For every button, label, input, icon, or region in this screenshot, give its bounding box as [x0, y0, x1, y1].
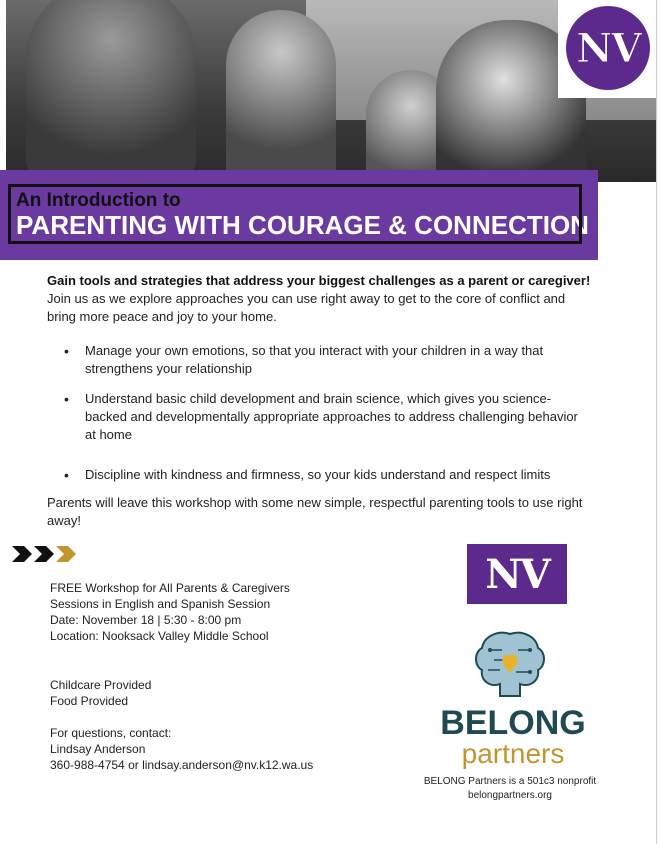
info-line: FREE Workshop for All Parents & Caregivers	[50, 581, 290, 595]
benefits-list	[62, 342, 582, 484]
nv-logo-corner	[558, 0, 656, 98]
intro-bold: Gain tools and strategies that address your biggest challenges as a parent or caregiver!	[47, 273, 591, 288]
info-line: Sessions in English and Spanish Session	[50, 597, 271, 611]
banner-title: PARENTING WITH COURAGE & CONNECTION	[16, 210, 589, 240]
info-line: Lindsay Anderson	[50, 742, 146, 756]
photo-boy	[226, 10, 336, 180]
nv-logo-text: NV	[576, 24, 640, 72]
info-line: For questions, contact:	[50, 726, 172, 740]
chevron-arrows-icon	[12, 544, 78, 564]
info-line: Date: November 18 | 5:30 - 8:00 pm	[50, 613, 242, 627]
workshop-info	[50, 580, 290, 644]
list-item: • Manage your own emotions, so that you interact with your children in a way that strengthens your relationship	[62, 342, 582, 378]
info-line: Food Provided	[50, 694, 129, 708]
info-line: Childcare Provided	[50, 678, 152, 692]
nv-logo-circle	[566, 6, 650, 90]
banner-frame	[8, 184, 582, 244]
provided-info	[50, 677, 151, 709]
contact-email-phone[interactable]: 360-988-4754 or lindsay.anderson@nv.k12.wa.us	[50, 758, 314, 772]
intro-text: Join us as we explore approaches you can use right away to get to the core of conflict and bring more peace and joy to your home.	[47, 291, 566, 324]
nv-logo-rect	[467, 544, 567, 604]
photo-father	[26, 0, 196, 180]
closing-paragraph: Parents will leave this workshop with some new simple, respectful parenting tools to use right away!	[47, 495, 583, 528]
banner-subtitle: An Introduction to	[16, 190, 181, 211]
brain-heart-icon	[470, 628, 550, 700]
nv-logo-text: NV	[485, 550, 549, 598]
list-item: • Discipline with kindness and firmness, so your kids understand and respect limits	[62, 466, 582, 484]
contact-info	[50, 725, 313, 773]
intro-paragraph	[47, 272, 592, 326]
list-item: • Understand basic child development and brain science, which gives you science-backed and developmentally appropriate approaches to address challenging behavior at home	[62, 390, 582, 444]
nonprofit-note: BELONG Partners is a 501c3 nonprofit	[423, 776, 597, 787]
info-line: Location: Nooksack Valley Middle School	[50, 629, 269, 643]
website-link[interactable]: belongpartners.org	[468, 790, 552, 801]
belong-wordmark: BELONG	[440, 704, 586, 742]
partners-wordmark: partners	[461, 738, 565, 769]
